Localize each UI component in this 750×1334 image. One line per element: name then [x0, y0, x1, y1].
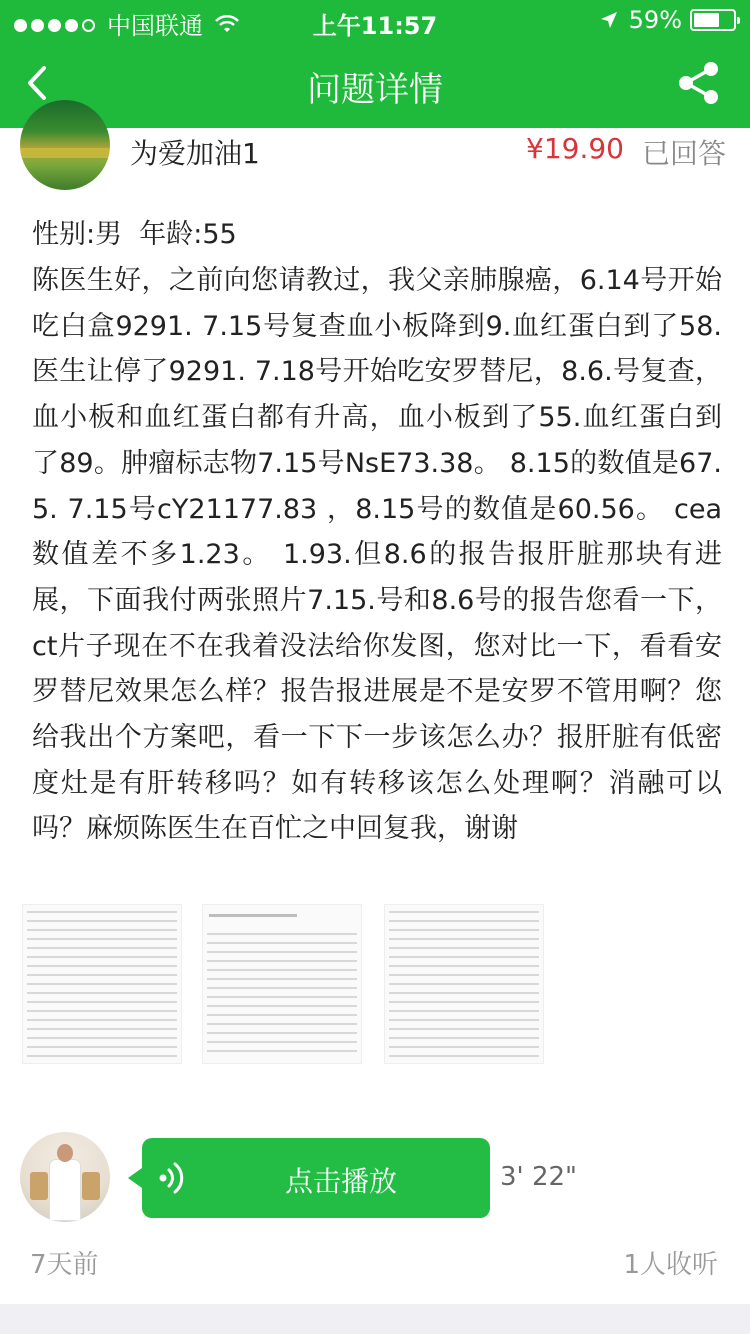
asker-name: 为爱加油1: [130, 137, 260, 170]
status-time: 上午11:57: [312, 12, 438, 40]
report-photo[interactable]: [384, 904, 544, 1064]
voice-answer-button[interactable]: [142, 1138, 490, 1218]
asker-avatar[interactable]: [20, 100, 110, 190]
status-bar: [0, 0, 750, 40]
report-photo[interactable]: [22, 904, 182, 1064]
answer-status-badge: 已回答: [642, 137, 727, 170]
battery-percent: 59%: [628, 6, 682, 34]
carrier-label: 中国联通: [107, 12, 203, 40]
battery-icon: [690, 9, 736, 31]
doctor-avatar[interactable]: [20, 1132, 110, 1222]
location-arrow-icon: [599, 10, 619, 30]
question-text: 陈医生好，之前向您请教过，我父亲肺腺癌，6.14号开始吃白盒9291. 7.15号复查血小板降到9.血红蛋白到了58.医生让停了9291. 7.18号开始吃安罗替尼，8.6.号复查，血小板和血红蛋白都有升高，血小板到了55.血红蛋白到了89。肿瘤标志物7.15号NsE73.38。 8.15的数值是67.5. 7.15号cY21177.83 ，8.15号的数值是60.56。 cea数值差不多1.23。 1.93.但8.6的报告报肝脏那块有进展，下面我付两张照片7.15.号和8.6号的报告您看一下，ct片子现在不在我着没法给你发图，您对比一下，看看安罗替尼效果怎么样？报告报进展是不是安罗不管用啊？您给我出个方案吧，看一下下一步该怎么办？报肝脏有低密度灶是有肝转移吗？如有转移该怎么处理啊？消融可以吗？麻烦陈医生在百忙之中回复我，谢谢: [32, 265, 722, 845]
bottom-divider: [0, 1304, 750, 1334]
page-title: 问题详情: [307, 70, 443, 110]
share-button[interactable]: [676, 60, 722, 106]
voice-duration: 3' 22": [500, 1162, 577, 1192]
listen-count: 1人收听: [623, 1250, 718, 1280]
attached-photos: [22, 904, 562, 1064]
question-price: ¥19.90: [526, 132, 624, 165]
play-label: 点击播放: [284, 1165, 397, 1198]
answer-time: 7天前: [30, 1250, 99, 1280]
patient-meta: 性别:男 年龄:55: [32, 219, 237, 250]
report-photo[interactable]: [202, 904, 362, 1064]
top-bar: [0, 0, 750, 128]
